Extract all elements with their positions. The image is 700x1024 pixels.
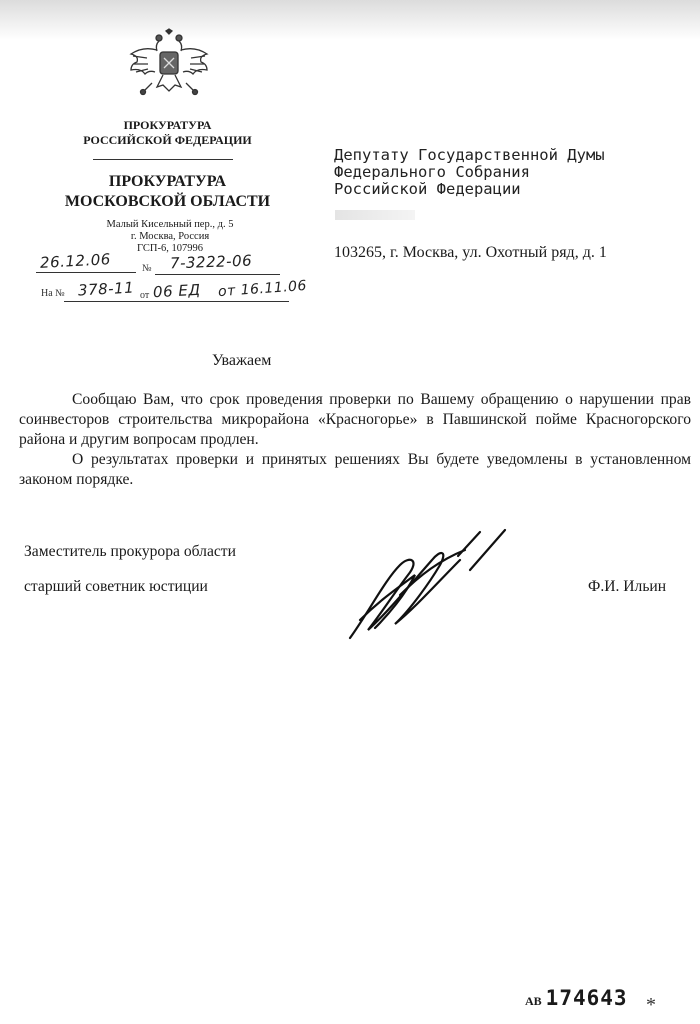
org-line: ПРОКУРАТУРА — [108, 173, 227, 190]
serial-number: 174643 — [545, 986, 628, 1010]
org-header-regional — [40, 172, 295, 212]
recipient-line: Федерального Собрания — [334, 163, 530, 181]
redacted-name — [335, 210, 415, 220]
recipient-line: Депутату Государственной Думы — [334, 146, 605, 164]
handwritten-signature — [340, 520, 520, 645]
letter-body — [19, 390, 691, 490]
serial-prefix: АВ — [525, 994, 542, 1008]
double-headed-eagle-emblem — [128, 28, 210, 100]
number-underline — [155, 274, 280, 275]
org-header-federal — [60, 118, 275, 148]
signer-name: Ф.И. Ильин — [588, 578, 667, 595]
org-address — [70, 219, 270, 255]
registration-number: 7-3222-06 — [169, 251, 253, 273]
letter-paragraph: О результатах проверки и принятых решениях Вы будете уведомлены в установленном законом порядке. — [19, 451, 691, 488]
org-line: РОССИЙСКОЙ ФЕДЕРАЦИИ — [83, 133, 252, 147]
recipient-block — [334, 147, 605, 198]
address-line: г. Москва, Россия — [130, 231, 210, 242]
signer-title: Заместитель прокурора области — [24, 543, 236, 560]
asterisk-mark: * — [646, 994, 656, 1016]
date-underline — [36, 272, 136, 273]
ref-number: 378-11 — [77, 278, 135, 300]
greeting: Уважаем — [212, 352, 272, 369]
ref-underline — [64, 301, 289, 302]
signer-rank: старший советник юстиции — [24, 578, 208, 595]
org-line: ПРОКУРАТУРА — [123, 118, 212, 132]
recipient-line: Российской Федерации — [334, 180, 521, 198]
scan-shadow — [0, 0, 700, 40]
recipient-address: 103265, г. Москва, ул. Охотный ряд, д. 1 — [334, 244, 607, 261]
ref-from: 06 ЕД — [152, 280, 202, 302]
letter-paragraph: Сообщаю Вам, что срок проведения проверки по Вашему обращению о нарушении прав соинвесторов строительства микрорайона «Красногорье» в Павшинской пойме Красногорского района и другим вопросам продлен. — [19, 391, 691, 448]
address-line: Малый Кисельный пер., д. 5 — [106, 219, 234, 230]
number-label: № — [142, 263, 152, 274]
ref-date: от 16.11.06 — [217, 277, 308, 301]
ref-from-label: от — [140, 290, 150, 301]
registration-date: 26.12.06 — [39, 250, 112, 272]
form-serial — [525, 986, 628, 1010]
ref-label: На № — [41, 288, 65, 299]
header-divider — [93, 159, 233, 160]
address-line: ГСП-6, 107996 — [136, 243, 203, 254]
org-line: МОСКОВСКОЙ ОБЛАСТИ — [64, 193, 271, 210]
